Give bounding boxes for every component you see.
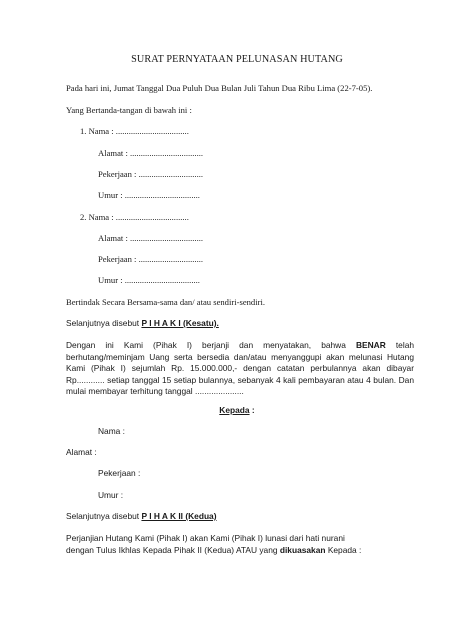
pihak2-line: [66, 511, 217, 522]
kepada-name-field: Nama :: [98, 426, 125, 436]
kepada-heading: [0, 405, 474, 416]
party1-name-field: 1. Nama : ..................................: [80, 126, 189, 136]
document-title: SURAT PERNYATAAN PELUNASAN HUTANG: [131, 54, 343, 65]
kepada-occupation-field: Pekerjaan :: [98, 468, 141, 478]
pihak1-label: P I H A K I (Kesatu).: [141, 318, 219, 328]
kepada-colon: :: [251, 405, 255, 415]
paragraph-agreement-line2: [66, 545, 361, 556]
pihak1-line: [66, 318, 219, 329]
acting-statement: Bertindak Secara Bersama-sama dan/ atau sendiri-sendiri.: [66, 297, 266, 307]
paragraph-debt-statement: [66, 340, 414, 398]
kepada-address-field: Alamat :: [66, 447, 97, 457]
para1-benar: BENAR: [355, 340, 386, 350]
opening-line: Pada hari ini, Jumat Tanggal Dua Puluh Dua Bulan Juli Tahun Dua Ribu Lima (22-7-05).: [66, 83, 373, 93]
party2-address-field: Alamat : ..................................: [98, 233, 204, 243]
party2-age-field: Umur : ...................................: [98, 275, 200, 285]
party1-address-field: Alamat : ..................................: [98, 148, 204, 158]
pihak2-label: P I H A K II (Kedua): [141, 511, 217, 521]
party1-age-field: Umur : ...................................: [98, 190, 200, 200]
pihak1-intro: Selanjutnya disebut: [66, 318, 140, 328]
para2-start: dengan Tulus Ikhlas Kepada Pihak II (Kedua) ATAU yang: [66, 545, 278, 555]
signer-intro: Yang Bertanda-tangan di bawah ini :: [66, 105, 192, 115]
kepada-label: Kepada: [219, 405, 250, 415]
party2-occupation-field: Pekerjaan : ..............................: [98, 254, 204, 264]
party2-name-field: 2. Nama : ..................................: [80, 212, 189, 222]
kepada-age-field: Umur :: [98, 490, 124, 500]
para1-start: Dengan ini Kami (Pihak I) berjanji dan menyatakan, bahwa: [66, 340, 346, 350]
para2-end: Kepada :: [327, 545, 362, 555]
party1-occupation-field: Pekerjaan : ..............................: [98, 169, 204, 179]
pihak2-intro: Selanjutnya disebut: [66, 511, 140, 521]
para1-rest: telah berhutang/meminjam Uang serta bersedia dan/atau menyanggupi akan melunasi Hutang Kami (Pihak I) sejumlah Rp. 15.000.000,- dengan catatan perbulannya akan dibayar Rp............ setiap tanggal 15 setiap bulannya, sebanyak 4 kali pembayaran atau 4 bulan. Dan mulai membayar terhitung tanggal .....................: [66, 340, 415, 396]
para2-dikuasakan: dikuasakan: [279, 545, 326, 555]
paragraph-agreement-line1: Perjanjian Hutang Kami (Pihak I) akan Kami (Pihak I) lunasi dari hati nurani: [66, 533, 345, 543]
